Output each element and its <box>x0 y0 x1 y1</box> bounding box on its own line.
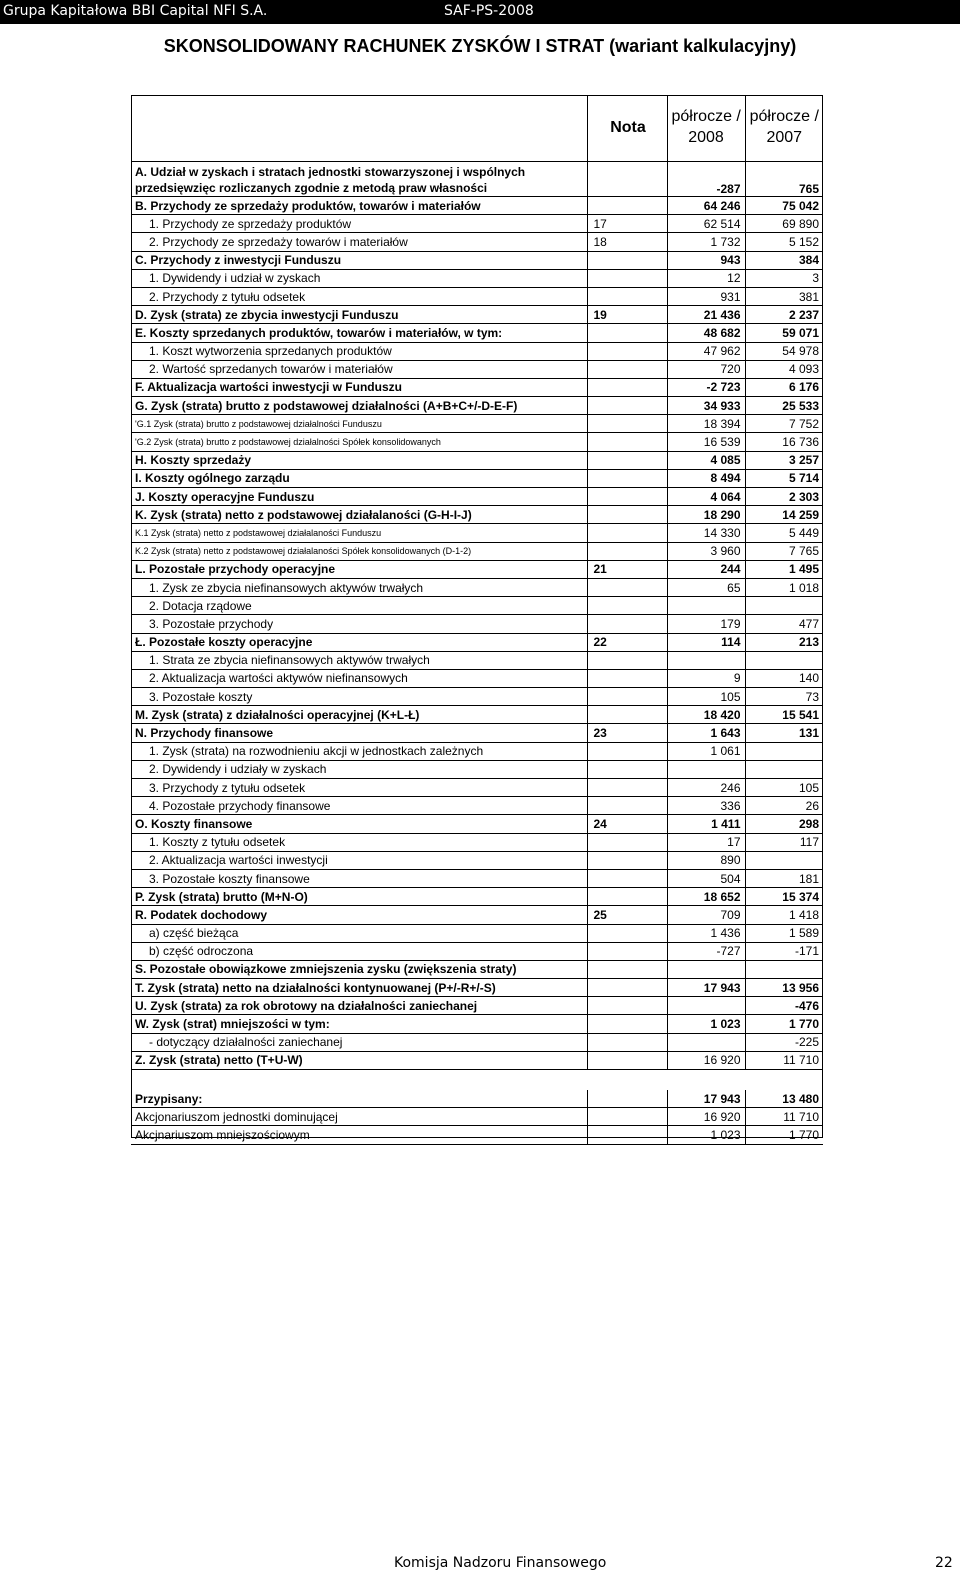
value-2008: 246 <box>667 779 745 797</box>
value-2007: 2 303 <box>745 488 823 506</box>
table-row <box>131 888 823 906</box>
value-2008: 1 061 <box>667 742 745 760</box>
value-2008: 504 <box>667 869 745 887</box>
value-2007: 59 071 <box>745 324 823 342</box>
value-2008: 1 643 <box>667 724 745 742</box>
table-row <box>131 724 823 742</box>
row-nota <box>587 779 667 797</box>
row-label: b) część odroczona <box>131 942 587 960</box>
value-2008: 709 <box>667 906 745 924</box>
row-nota <box>587 360 667 378</box>
value-2007: 1 018 <box>745 578 823 596</box>
value-2008: 16 539 <box>667 433 745 451</box>
row-label: B. Przychody ze sprzedaży produktów, towarów i materiałów <box>131 197 587 215</box>
row-label: R. Podatek dochodowy <box>131 906 587 924</box>
header-label-cell <box>131 95 587 162</box>
row-nota <box>587 615 667 633</box>
row-label: D. Zysk (strata) ze zbycia inwestycji Funduszu <box>131 306 587 324</box>
table-row <box>131 1015 823 1033</box>
row-label: 1. Koszty z tytułu odsetek <box>131 833 587 851</box>
row-nota <box>587 1108 667 1126</box>
table-row <box>131 342 823 360</box>
row-nota <box>587 706 667 724</box>
table-row <box>131 433 823 451</box>
value-2008 <box>667 651 745 669</box>
row-label: 1. Koszt wytworzenia sprzedanych produktów <box>131 342 587 360</box>
row-label: Z. Zysk (strata) netto (T+U-W) <box>131 1051 587 1069</box>
value-2008: 244 <box>667 560 745 578</box>
row-label: H. Koszty sprzedaży <box>131 451 587 469</box>
value-2008: 16 920 <box>667 1051 745 1069</box>
value-2008: 8 494 <box>667 469 745 487</box>
row-nota <box>587 1015 667 1033</box>
table-row <box>131 815 823 833</box>
row-nota <box>587 851 667 869</box>
row-label: J. Koszty operacyjne Funduszu <box>131 488 587 506</box>
value-2008: 1 411 <box>667 815 745 833</box>
row-nota <box>587 1051 667 1069</box>
value-2007: 117 <box>745 833 823 851</box>
value-2007: 140 <box>745 669 823 687</box>
value-2008: 18 652 <box>667 888 745 906</box>
income-statement-table <box>131 95 823 1145</box>
value-2008: 34 933 <box>667 397 745 415</box>
row-label: - dotyczący działalności zaniechanej <box>131 1033 587 1051</box>
value-2007: 14 259 <box>745 506 823 524</box>
value-2008: 17 943 <box>667 979 745 997</box>
table-row <box>131 215 823 233</box>
footer-org: Komisja Nadzoru Finansowego <box>394 1555 607 1571</box>
table-row <box>131 706 823 724</box>
row-label: a) część bieżąca <box>131 924 587 942</box>
value-2007: 1 495 <box>745 560 823 578</box>
value-2007: 7 752 <box>745 415 823 433</box>
table-row <box>131 233 823 251</box>
row-label: K. Zysk (strata) netto z podstawowej działalaności (G-H-I-J) <box>131 506 587 524</box>
row-nota <box>587 488 667 506</box>
page-number: 22 <box>935 1555 953 1571</box>
value-2008: 9 <box>667 669 745 687</box>
row-nota <box>587 324 667 342</box>
value-2007: 105 <box>745 779 823 797</box>
row-label: 3. Pozostałe koszty <box>131 688 587 706</box>
row-label: Przypisany: <box>131 1090 587 1108</box>
row-label: I. Koszty ogólnego zarządu <box>131 469 587 487</box>
row-nota <box>587 378 667 396</box>
table-row <box>131 615 823 633</box>
value-2008: 17 <box>667 833 745 851</box>
row-label: 2. Aktualizacja wartości aktywów niefinansowych <box>131 669 587 687</box>
table-row <box>131 779 823 797</box>
row-label: O. Koszty finansowe <box>131 815 587 833</box>
value-2008: 179 <box>667 615 745 633</box>
row-nota <box>587 269 667 287</box>
row-nota: 19 <box>587 306 667 324</box>
table-row <box>131 851 823 869</box>
row-label: 3. Pozostałe koszty finansowe <box>131 869 587 887</box>
row-label: C. Przychody z inwestycji Funduszu <box>131 251 587 269</box>
value-2008: 48 682 <box>667 324 745 342</box>
row-nota <box>587 542 667 560</box>
value-2008: 17 943 <box>667 1090 745 1108</box>
value-2008: 1 023 <box>667 1015 745 1033</box>
row-label: S. Pozostałe obowiązkowe zmniejszenia zysku (zwiększenia straty) <box>131 960 587 978</box>
table-row <box>131 306 823 324</box>
value-2008: 105 <box>667 688 745 706</box>
row-nota <box>587 162 667 197</box>
value-2008 <box>667 960 745 978</box>
row-nota <box>587 669 667 687</box>
row-label: E. Koszty sprzedanych produktów, towarów i materiałów, w tym: <box>131 324 587 342</box>
value-2007: 16 736 <box>745 433 823 451</box>
row-nota <box>587 869 667 887</box>
row-label: N. Przychody finansowe <box>131 724 587 742</box>
table-row <box>131 397 823 415</box>
table-row <box>131 542 823 560</box>
value-2007: 1 770 <box>745 1015 823 1033</box>
table-row <box>131 197 823 215</box>
row-nota <box>587 760 667 778</box>
row-label: P. Zysk (strata) brutto (M+N-O) <box>131 888 587 906</box>
report-code: SAF-PS-2008 <box>444 3 534 19</box>
row-nota <box>587 397 667 415</box>
row-label: 1. Zysk (strata) na rozwodnieniu akcji w jednostkach zależnych <box>131 742 587 760</box>
table-row <box>131 451 823 469</box>
table-row <box>131 688 823 706</box>
row-nota <box>587 433 667 451</box>
value-2007: 213 <box>745 633 823 651</box>
table-row <box>131 269 823 287</box>
row-nota: 21 <box>587 560 667 578</box>
value-2007: -476 <box>745 997 823 1015</box>
value-2007: -171 <box>745 942 823 960</box>
value-2008: 890 <box>667 851 745 869</box>
value-2007: 5 714 <box>745 469 823 487</box>
row-nota <box>587 651 667 669</box>
row-nota: 24 <box>587 815 667 833</box>
page-title: SKONSOLIDOWANY RACHUNEK ZYSKÓW I STRAT (wariant kalkulacyjny) <box>163 36 797 56</box>
row-nota <box>587 997 667 1015</box>
table-row <box>131 162 823 197</box>
value-2007: 54 978 <box>745 342 823 360</box>
row-nota <box>587 833 667 851</box>
row-nota <box>587 451 667 469</box>
value-2008: 62 514 <box>667 215 745 233</box>
table-row <box>131 869 823 887</box>
value-2008: 16 920 <box>667 1108 745 1126</box>
row-label: 1. Przychody ze sprzedaży produktów <box>131 215 587 233</box>
table-row <box>131 378 823 396</box>
value-2007: 131 <box>745 724 823 742</box>
row-label: 1. Strata ze zbycia niefinansowych aktywów trwałych <box>131 651 587 669</box>
value-2008: 1 732 <box>667 233 745 251</box>
row-label: 'G.2 Zysk (strata) brutto z podstawowej działalności Spółek konsolidowanych <box>131 433 587 451</box>
value-2007 <box>745 651 823 669</box>
value-2007: 15 374 <box>745 888 823 906</box>
table-row <box>131 324 823 342</box>
value-2007 <box>745 742 823 760</box>
value-2008: -2 723 <box>667 378 745 396</box>
row-label: M. Zysk (strata) z działalności operacyjnej (K+L-Ł) <box>131 706 587 724</box>
value-2007: 1 589 <box>745 924 823 942</box>
row-label: K.2 Zysk (strata) netto z podstawowej działalaności Spółek konsolidowanych (D-1-2) <box>131 542 587 560</box>
table-row <box>131 960 823 978</box>
row-label: 3. Przychody z tytułu odsetek <box>131 779 587 797</box>
row-label: 4. Pozostałe przychody finansowe <box>131 797 587 815</box>
attribution-row <box>131 1126 823 1144</box>
table-row <box>131 287 823 305</box>
top-header-bar <box>0 0 960 24</box>
row-nota: 18 <box>587 233 667 251</box>
value-2008: 1 436 <box>667 924 745 942</box>
value-2008: 18 420 <box>667 706 745 724</box>
value-2007: -225 <box>745 1033 823 1051</box>
row-nota: 25 <box>587 906 667 924</box>
table-row <box>131 251 823 269</box>
table-row <box>131 506 823 524</box>
value-2007: 3 <box>745 269 823 287</box>
table-row <box>131 524 823 542</box>
value-2007: 298 <box>745 815 823 833</box>
value-2008: 64 246 <box>667 197 745 215</box>
row-nota <box>587 469 667 487</box>
table-row <box>131 578 823 596</box>
row-label: 2. Aktualizacja wartości inwestycji <box>131 851 587 869</box>
row-nota <box>587 979 667 997</box>
table-row <box>131 742 823 760</box>
value-2008: 65 <box>667 578 745 596</box>
row-label: L. Pozostałe przychody operacyjne <box>131 560 587 578</box>
value-2007 <box>745 851 823 869</box>
row-label: 2. Wartość sprzedanych towarów i materiałów <box>131 360 587 378</box>
header-nota: Nota <box>587 95 667 162</box>
table-row <box>131 360 823 378</box>
row-nota <box>587 415 667 433</box>
row-nota <box>587 524 667 542</box>
row-label: W. Zysk (strat) mniejszości w tym: <box>131 1015 587 1033</box>
value-2007: 1 418 <box>745 906 823 924</box>
value-2007: 477 <box>745 615 823 633</box>
value-2008: 720 <box>667 360 745 378</box>
company-name: Grupa Kapitałowa BBI Capital NFI S.A. <box>3 3 268 19</box>
table-row <box>131 669 823 687</box>
value-2007: 69 890 <box>745 215 823 233</box>
value-2007: 75 042 <box>745 197 823 215</box>
table-row <box>131 1051 823 1069</box>
value-2008: 18 290 <box>667 506 745 524</box>
row-label: 2. Dotacja rządowe <box>131 597 587 615</box>
value-2008: 12 <box>667 269 745 287</box>
row-nota <box>587 578 667 596</box>
table-row <box>131 797 823 815</box>
table-row <box>131 760 823 778</box>
table-row <box>131 651 823 669</box>
value-2008: 1 023 <box>667 1126 745 1144</box>
table-row <box>131 415 823 433</box>
value-2007: 4 093 <box>745 360 823 378</box>
value-2008: 14 330 <box>667 524 745 542</box>
header-2007: półrocze / 2007 <box>745 95 823 162</box>
row-nota <box>587 342 667 360</box>
row-label: 1. Zysk ze zbycia niefinansowych aktywów trwałych <box>131 578 587 596</box>
row-nota <box>587 688 667 706</box>
value-2007: 5 152 <box>745 233 823 251</box>
value-2008 <box>667 1033 745 1051</box>
row-nota <box>587 251 667 269</box>
row-nota <box>587 287 667 305</box>
value-2007: 3 257 <box>745 451 823 469</box>
table-row <box>131 597 823 615</box>
value-2008: 931 <box>667 287 745 305</box>
row-nota <box>587 888 667 906</box>
value-2007: 11 710 <box>745 1108 823 1126</box>
value-2007 <box>745 760 823 778</box>
row-nota <box>587 506 667 524</box>
value-2008: 47 962 <box>667 342 745 360</box>
row-nota: 23 <box>587 724 667 742</box>
value-2008: 3 960 <box>667 542 745 560</box>
value-2007: 1 770 <box>745 1126 823 1144</box>
value-2007: 5 449 <box>745 524 823 542</box>
value-2007: 11 710 <box>745 1051 823 1069</box>
value-2007: 765 <box>745 162 823 197</box>
spacer-row <box>131 1070 823 1091</box>
row-label: 2. Przychody z tytułu odsetek <box>131 287 587 305</box>
row-label: 1. Dywidendy i udział w zyskach <box>131 269 587 287</box>
row-nota <box>587 1126 667 1144</box>
row-label: G. Zysk (strata) brutto z podstawowej działalności (A+B+C+/-D-E-F) <box>131 397 587 415</box>
row-nota <box>587 742 667 760</box>
table-row <box>131 924 823 942</box>
row-label: Akcjnariuszom mniejszościowym <box>131 1126 587 1144</box>
value-2008 <box>667 760 745 778</box>
row-label: U. Zysk (strata) za rok obrotowy na działalności zaniechanej <box>131 997 587 1015</box>
table-row <box>131 560 823 578</box>
table-row <box>131 833 823 851</box>
value-2008: 114 <box>667 633 745 651</box>
value-2007: 73 <box>745 688 823 706</box>
table-row <box>131 906 823 924</box>
value-2007: 25 533 <box>745 397 823 415</box>
value-2008: -287 <box>667 162 745 197</box>
row-nota <box>587 197 667 215</box>
attribution-row <box>131 1108 823 1126</box>
value-2008: 4 085 <box>667 451 745 469</box>
value-2007: 13 956 <box>745 979 823 997</box>
table-row <box>131 997 823 1015</box>
attribution-row <box>131 1090 823 1108</box>
row-nota <box>587 1033 667 1051</box>
value-2008: 336 <box>667 797 745 815</box>
row-nota <box>587 960 667 978</box>
value-2008: -727 <box>667 942 745 960</box>
row-label: 2. Dywidendy i udziały w zyskach <box>131 760 587 778</box>
value-2007: 15 541 <box>745 706 823 724</box>
row-label: Ł. Pozostałe koszty operacyjne <box>131 633 587 651</box>
row-nota <box>587 797 667 815</box>
row-nota: 17 <box>587 215 667 233</box>
row-nota <box>587 924 667 942</box>
value-2007: 384 <box>745 251 823 269</box>
row-label: T. Zysk (strata) netto na działalności kontynuowanej (P+/-R+/-S) <box>131 979 587 997</box>
value-2008: 943 <box>667 251 745 269</box>
value-2007: 6 176 <box>745 378 823 396</box>
value-2007: 26 <box>745 797 823 815</box>
row-label: K.1 Zysk (strata) netto z podstawowej działalaności Funduszu <box>131 524 587 542</box>
table-row <box>131 942 823 960</box>
row-label: A. Udział w zyskach i stratach jednostki stowarzyszonej i wspólnych przedsięwzięc rozliczanych zgodnie z metodą praw własności <box>131 162 587 197</box>
value-2007: 2 237 <box>745 306 823 324</box>
row-nota: 22 <box>587 633 667 651</box>
value-2008: 4 064 <box>667 488 745 506</box>
table-header-row <box>131 95 823 162</box>
value-2008 <box>667 597 745 615</box>
value-2007: 181 <box>745 869 823 887</box>
row-label: Akcjonariuszom jednostki dominującej <box>131 1108 587 1126</box>
table-row <box>131 488 823 506</box>
row-label: 'G.1 Zysk (strata) brutto z podstawowej działalności Funduszu <box>131 415 587 433</box>
value-2007: 13 480 <box>745 1090 823 1108</box>
row-nota <box>587 942 667 960</box>
value-2008: 21 436 <box>667 306 745 324</box>
row-label: F. Aktualizacja wartości inwestycji w Funduszu <box>131 378 587 396</box>
value-2007 <box>745 960 823 978</box>
table-row <box>131 1033 823 1051</box>
row-label: 3. Pozostałe przychody <box>131 615 587 633</box>
value-2007 <box>745 597 823 615</box>
table-row <box>131 979 823 997</box>
value-2007: 381 <box>745 287 823 305</box>
value-2007: 7 765 <box>745 542 823 560</box>
row-nota <box>587 597 667 615</box>
value-2008 <box>667 997 745 1015</box>
header-2008: półrocze / 2008 <box>667 95 745 162</box>
row-nota <box>587 1090 667 1108</box>
table-row <box>131 469 823 487</box>
table-row <box>131 633 823 651</box>
value-2008: 18 394 <box>667 415 745 433</box>
row-label: 2. Przychody ze sprzedaży towarów i materiałów <box>131 233 587 251</box>
